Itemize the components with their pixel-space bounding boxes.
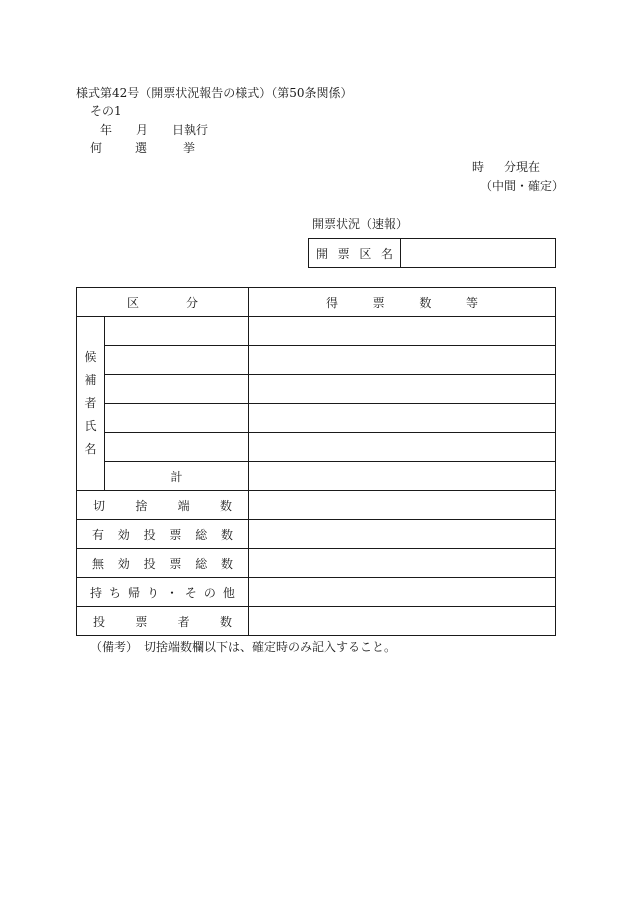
form-title: 様式第42号（開票状況報告の様式）（第50条関係） — [76, 86, 353, 100]
header-category: 区 分 — [77, 288, 249, 317]
vote-count-table — [76, 287, 556, 636]
valid-votes-field[interactable] — [249, 520, 556, 549]
hour-label: 時 — [472, 160, 485, 174]
header-votes: 得 票 数 等 — [249, 288, 556, 317]
candidate-votes-field[interactable] — [249, 404, 556, 433]
remarks-note: （備考） 切捨端数欄以下は、確定時のみ記入すること。 — [90, 640, 397, 654]
candidate-label-vertical: 候 補 者 氏 名 — [77, 317, 105, 491]
candidate-votes-field[interactable] — [249, 375, 556, 404]
district-box — [308, 238, 556, 268]
month-label: 月 — [136, 123, 149, 137]
candidate-name-field[interactable] — [105, 433, 249, 462]
candidate-name-field[interactable] — [105, 346, 249, 375]
election-char-3: 挙 — [183, 141, 196, 155]
form-part: その1 — [90, 104, 122, 118]
invalid-votes-label: 無 効 投 票 総 数 — [77, 549, 249, 578]
taken-home-other-field[interactable] — [249, 578, 556, 607]
subtotal-label: 計 — [105, 462, 249, 491]
rounding-fraction-label: 切 捨 端 数 — [77, 491, 249, 520]
status-label: （中間・確定） — [480, 179, 565, 193]
rounding-fraction-field[interactable] — [249, 491, 556, 520]
voters-count-field[interactable] — [249, 607, 556, 636]
section-title: 開票状況（速報） — [312, 217, 409, 231]
candidate-name-field[interactable] — [105, 375, 249, 404]
day-execution-label: 日執行 — [172, 123, 209, 137]
election-char-2: 選 — [135, 141, 148, 155]
candidate-votes-field[interactable] — [249, 317, 556, 346]
subtotal-votes-field[interactable] — [249, 462, 556, 491]
district-label: 開 票 区 名 — [309, 239, 401, 268]
election-char-1: 何 — [90, 141, 103, 155]
candidate-name-field[interactable] — [105, 404, 249, 433]
minute-current-label: 分現在 — [504, 160, 541, 174]
candidate-name-field[interactable] — [105, 317, 249, 346]
year-label: 年 — [100, 123, 113, 137]
taken-home-other-label: 持 ち 帰 り ・ そ の 他 — [77, 578, 249, 607]
valid-votes-label: 有 効 投 票 総 数 — [77, 520, 249, 549]
candidate-votes-field[interactable] — [249, 433, 556, 462]
invalid-votes-field[interactable] — [249, 549, 556, 578]
candidate-votes-field[interactable] — [249, 346, 556, 375]
district-value-field[interactable] — [401, 239, 556, 268]
voters-count-label: 投 票 者 数 — [77, 607, 249, 636]
